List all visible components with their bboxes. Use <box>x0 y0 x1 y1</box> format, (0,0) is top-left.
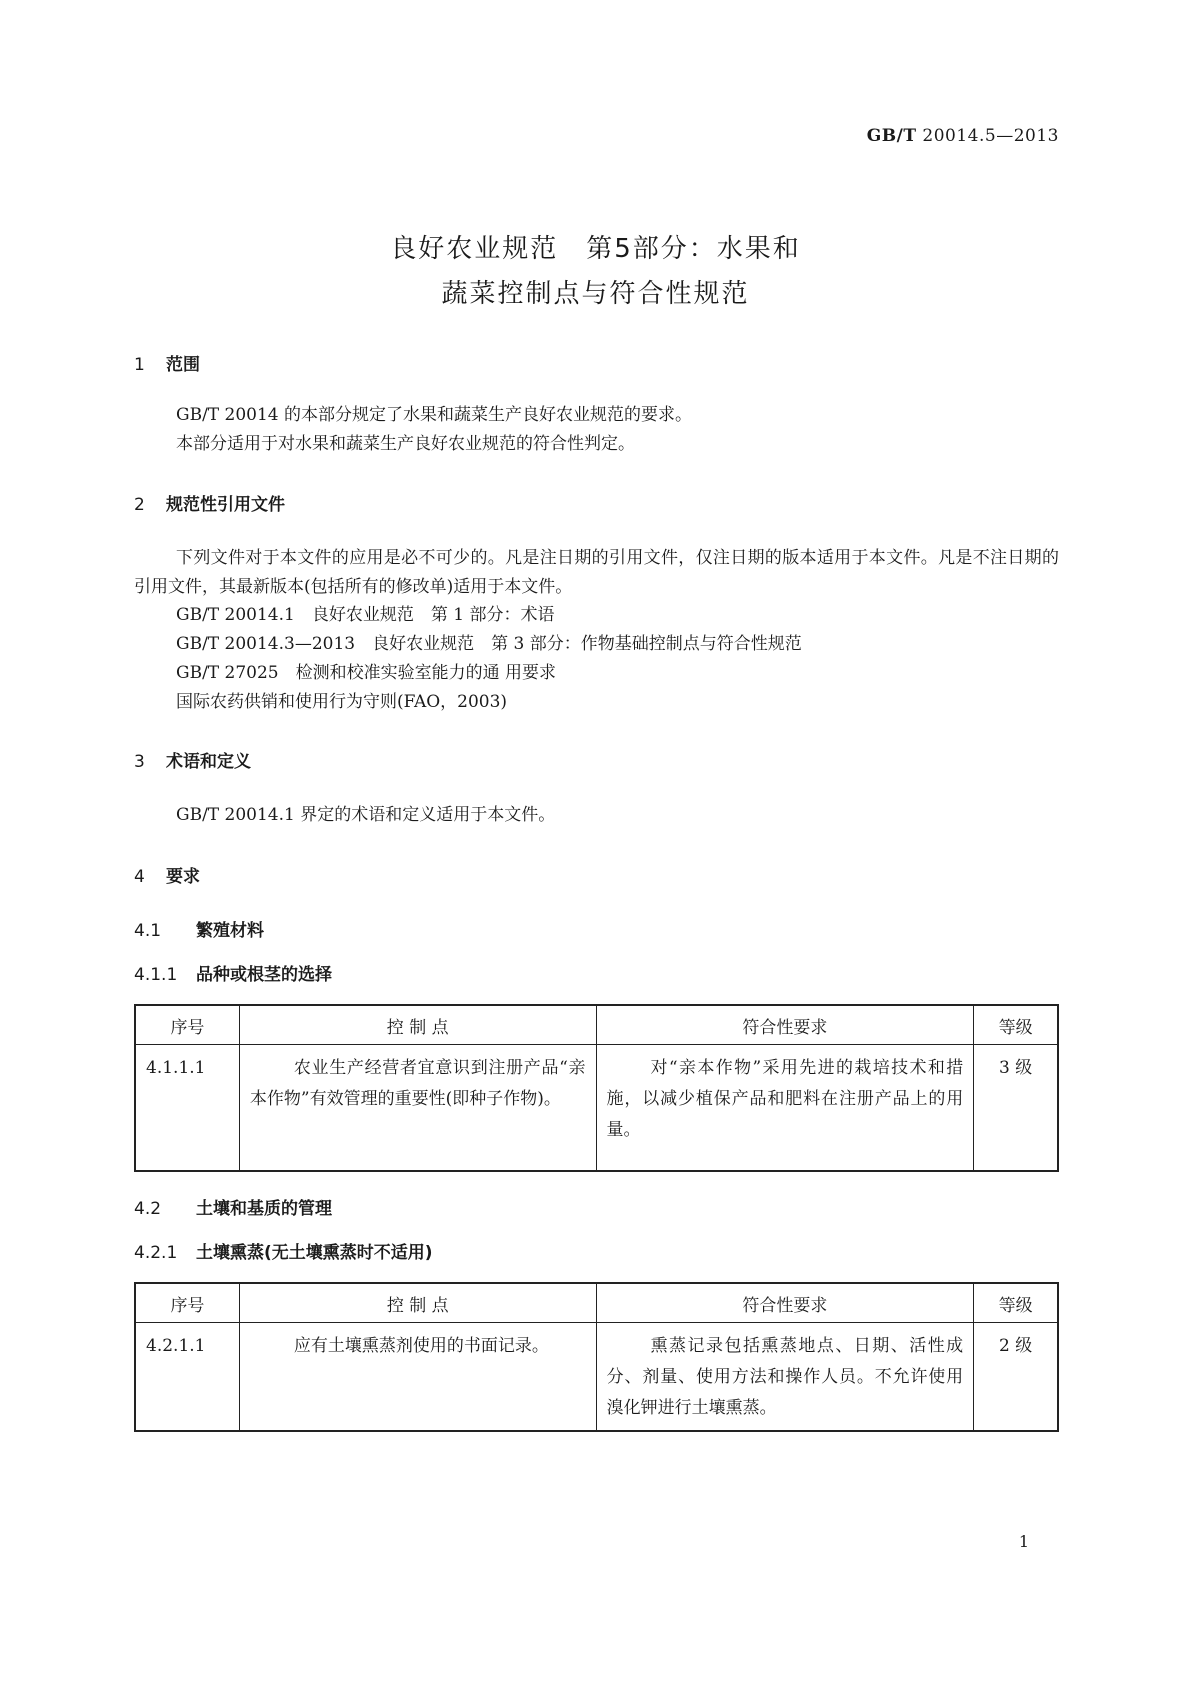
reference-item: GB/T 20014.1 良好农业规范 第 1 部分：术语 <box>176 605 555 625</box>
col-header-level: 等级 <box>974 1283 1058 1323</box>
col-header-requirement: 符合性要求 <box>596 1283 974 1323</box>
table-row <box>135 1045 1058 1171</box>
col-header-requirement: 符合性要求 <box>596 1005 974 1045</box>
col-header-control: 控 制 点 <box>239 1005 596 1045</box>
section-3-heading: 3 术语和定义 <box>134 752 251 772</box>
table-header-row <box>135 1283 1058 1323</box>
section-2-heading: 2 规范性引用文件 <box>134 495 285 515</box>
control-points-table-4-1-1 <box>134 1004 1059 1172</box>
table-header-row <box>135 1005 1058 1045</box>
standard-number: GB/T 20014.5—2013 <box>866 126 1059 146</box>
row-no: 4.1.1.1 <box>146 1058 206 1078</box>
section-1-heading: 1 范围 <box>134 355 200 375</box>
section-2-intro: 下列文件对于本文件的应用是必不可少的。凡是注日期的引用文件，仅注日期的版本适用于本文件。凡是不注日期的引用文件，其最新版本(包括所有的修改单)适用于本文件。 <box>134 548 1059 597</box>
col-header-no: 序号 <box>135 1005 239 1045</box>
section-1-para-1: GB/T 20014 的本部分规定了水果和蔬菜生产良好农业规范的要求。 <box>176 405 693 425</box>
section-4-2-heading: 4.2 土壤和基质的管理 <box>134 1199 332 1219</box>
section-4-2-1-heading: 4.2.1 土壤熏蒸(无土壤熏蒸时不适用) <box>134 1243 433 1263</box>
section-1-para-2: 本部分适用于对水果和蔬菜生产良好农业规范的符合性判定。 <box>176 434 635 454</box>
reference-item: GB/T 27025 检测和校准实验室能力的通 用要求 <box>176 663 557 683</box>
row-requirement: 熏蒸记录包括熏蒸地点、日期、活性成分、剂量、使用方法和操作人员。不允许使用溴化钾进行土壤熏蒸。 <box>606 1336 964 1418</box>
document-title-line2: 蔬菜控制点与符合性规范 <box>441 279 750 309</box>
section-4-heading: 4 要求 <box>134 867 200 887</box>
row-control: 应有土壤熏蒸剂使用的书面记录。 <box>293 1336 549 1356</box>
document-title-line1: 良好农业规范 第5部分：水果和 <box>390 234 801 264</box>
col-header-level: 等级 <box>974 1005 1058 1045</box>
table-row <box>135 1323 1058 1432</box>
reference-item: 国际农药供销和使用行为守则(FAO，2003) <box>176 692 508 712</box>
row-level: 3 级 <box>998 1058 1033 1078</box>
col-header-no: 序号 <box>135 1283 239 1323</box>
section-4-1-heading: 4.1 繁殖材料 <box>134 921 264 941</box>
control-points-table-4-2-1 <box>134 1282 1059 1432</box>
row-control: 农业生产经营者宜意识到注册产品“亲本作物”有效管理的重要性(即种子作物)。 <box>249 1058 586 1109</box>
page-number: 1 <box>1018 1532 1029 1551</box>
reference-item: GB/T 20014.3—2013 良好农业规范 第 3 部分：作物基础控制点与符合性规范 <box>176 634 802 654</box>
col-header-control: 控 制 点 <box>239 1283 596 1323</box>
section-4-1-1-heading: 4.1.1 品种或根茎的选择 <box>134 965 332 985</box>
row-no: 4.2.1.1 <box>146 1336 206 1356</box>
row-level: 2 级 <box>998 1336 1033 1356</box>
section-3-para-1: GB/T 20014.1 界定的术语和定义适用于本文件。 <box>176 805 556 825</box>
row-requirement: 对“亲本作物”采用先进的栽培技术和措施，以减少植保产品和肥料在注册产品上的用量。 <box>606 1058 964 1140</box>
